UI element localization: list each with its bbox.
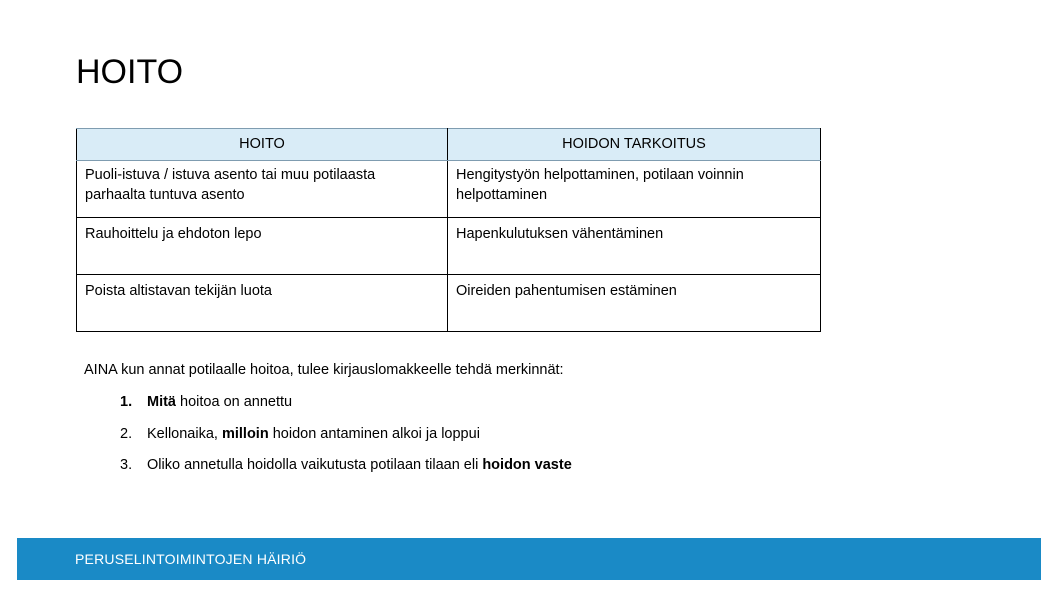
footer-label: PERUSELINTOIMINTOJEN HÄIRIÖ xyxy=(75,551,307,567)
care-table xyxy=(76,128,821,332)
item-text: hoitoa on annettu xyxy=(176,394,293,410)
table-cell-purpose: Hengitystyön helpottaminen, potilaan voinnin helpottaminen xyxy=(448,161,821,218)
instructions-list xyxy=(120,392,572,487)
table-row xyxy=(77,161,821,218)
table-cell-purpose: Hapenkulutuksen vähentäminen xyxy=(448,218,821,275)
item-bold-text: milloin xyxy=(221,425,269,442)
list-item xyxy=(120,455,572,487)
table-row xyxy=(77,218,821,275)
instructions-intro: AINA kun annat potilaalle hoitoa, tulee kirjauslomakkeelle tehdä merkinnät: xyxy=(84,362,564,378)
footer-bar xyxy=(17,538,1041,580)
table-cell-care: Rauhoittelu ja ehdoton lepo xyxy=(77,218,448,275)
item-bold-text: hoidon vaste xyxy=(482,457,572,473)
item-bold-text: Mitä xyxy=(147,394,176,410)
table-header-row xyxy=(77,129,821,161)
column-header-purpose: HOIDON TARKOITUS xyxy=(448,129,821,161)
item-number: 2. xyxy=(120,425,133,442)
item-number: 1. xyxy=(120,394,133,410)
item-text: hoidon antaminen alkoi ja loppui xyxy=(268,425,480,442)
table-row xyxy=(77,275,821,332)
item-text: Oliko annetulla hoidolla vaikutusta potilaan tilaan eli xyxy=(147,457,483,473)
column-header-care: HOITO xyxy=(77,129,448,161)
table-cell-purpose: Oireiden pahentumisen estäminen xyxy=(448,275,821,332)
table-cell-care: Puoli-istuva / istuva asento tai muu potilaasta parhaalta tuntuva asento xyxy=(77,161,448,218)
table-cell-care: Poista altistavan tekijän luota xyxy=(77,275,448,332)
slide-title: HOITO xyxy=(76,53,184,91)
item-text: Kellonaika, xyxy=(147,425,222,442)
list-item xyxy=(120,424,572,456)
list-item xyxy=(120,392,572,424)
item-number: 3. xyxy=(120,457,133,473)
